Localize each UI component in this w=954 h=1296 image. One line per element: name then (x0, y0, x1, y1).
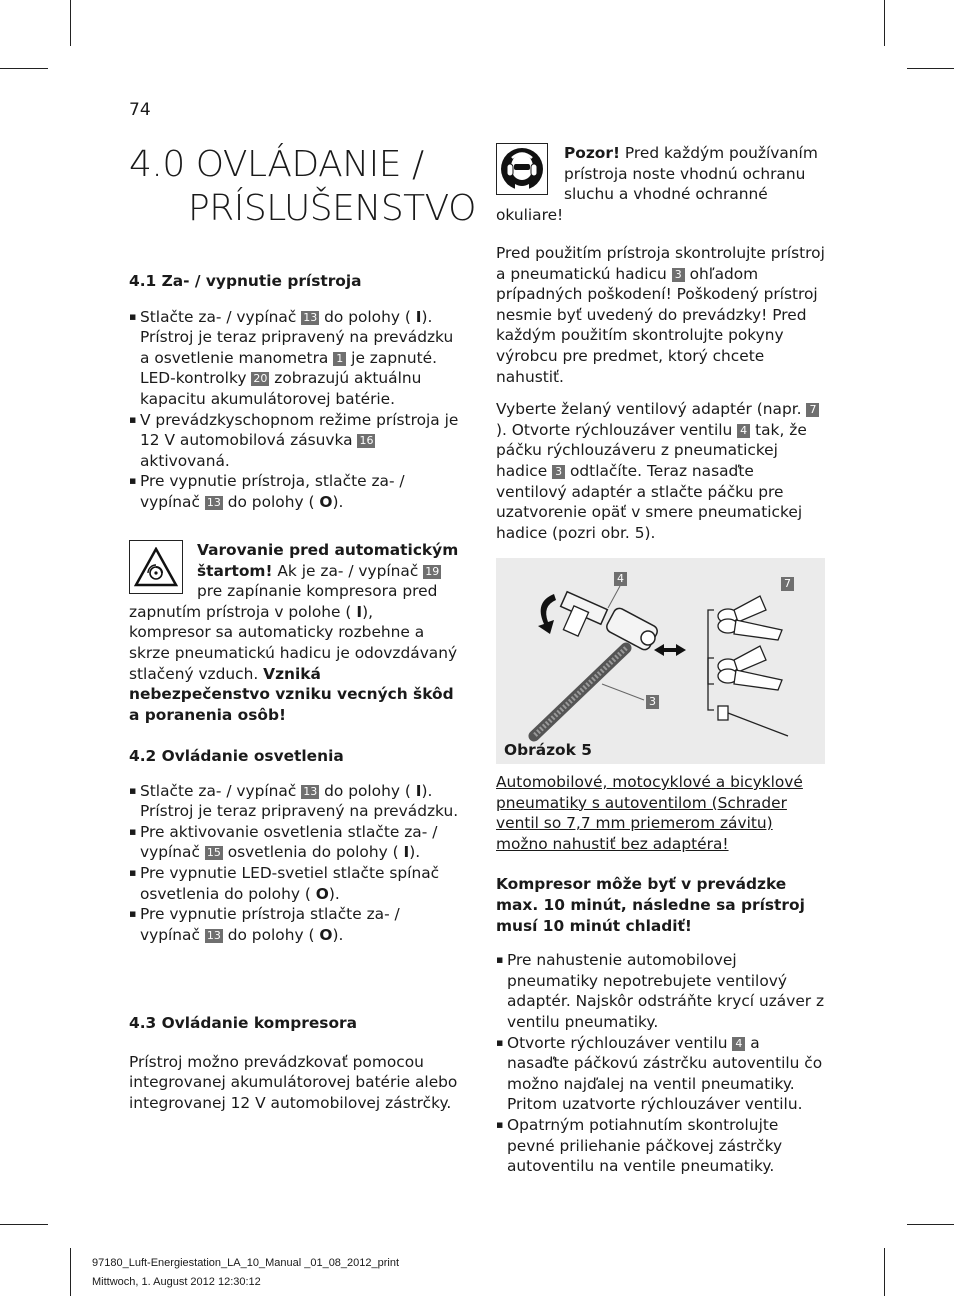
crop-mark (884, 1248, 885, 1296)
list-item (129, 410, 459, 472)
text: Pred každým používaním prístroja noste vhodnú ochranu sluchu a vhodné ochranné okuliare! (496, 144, 818, 224)
part-number-badge: 4 (732, 1037, 745, 1051)
text: ). (332, 925, 344, 944)
section-4-2-list (129, 781, 459, 946)
list-item: ▪ Opatrným potiahnutím skontrolujte pevné priliehanie páčkovej zástrčky autoventilu na ventile pneumatiky. (496, 1115, 826, 1177)
text: do polohy ( (227, 492, 315, 511)
page-title (129, 143, 476, 231)
text: Pre aktivovanie osvetlenia stlačte za- / vypínač (140, 822, 438, 862)
crop-mark (70, 0, 71, 46)
text: do polohy ( (324, 781, 411, 800)
adapter-paragraph (496, 399, 826, 543)
figure-label-3: 3 (646, 695, 659, 709)
text: Pre vypnutie prístroja, stlačte za- / vypínač (140, 472, 405, 511)
text: Pre vypnutie LED-svetiel stlačte spínač osvetlenia do polohy ( (140, 863, 440, 903)
warning-bold-text: Vzniká nebezpečenstvo vzniku vecných škôd a poranenia osôb! (129, 664, 454, 724)
section-4-3-paragraph: Prístroj možno prevádzkovať pomocou integrovanej akumulátorovej batérie alebo integrovanej 12 V automobilovej zástrčky. (129, 1052, 458, 1112)
page-number: 74 (129, 100, 151, 120)
text: ). (409, 843, 421, 862)
list-item (129, 781, 459, 822)
list-item: ▪ Pre nahustenie automobilovej pneumatiky nepotrebujete ventilový adaptér. Najskôr odstráňte krycí uzáver z ventilu pneumatiky. (496, 950, 826, 1032)
warning-bold-text: Varovanie pred automatickým štartom! (197, 541, 459, 580)
text: odtlačíte. Teraz nasaďte ventilový adaptér a stlačte páčku pre uzatvorenie opäť v smere pneumatickej hadice (pozri obr. 5). (496, 461, 803, 542)
text: Stlačte za- / vypínač (140, 307, 297, 326)
caution-bold-text: Pozor! (564, 144, 620, 162)
crop-mark (907, 68, 954, 69)
switch-symbol: I (356, 602, 363, 621)
switch-symbol: O (319, 492, 333, 511)
text: ). Prístroj je teraz pripravený na prevádzku a osvetlenie manometra (140, 307, 454, 367)
caution-icon-box (496, 143, 548, 195)
underlined-note: Automobilové, motocyklové a bicyklové pneumatiky s autoventilom (Schrader ventil so 7,7 mm priemerom závitu) možno nahustiť bez adaptéra! (496, 773, 803, 853)
switch-symbol: I (403, 843, 410, 862)
part-number-badge: 19 (425, 564, 440, 578)
text: tak, že páčku rýchlouzáveru z pneumatickej hadice (496, 420, 807, 480)
section-4-3-heading: 4.3 Ovládanie kompresora (129, 1014, 358, 1032)
crop-mark (884, 0, 885, 46)
list-item (129, 471, 459, 512)
list-item (129, 904, 459, 945)
text: pre zapínanie kompresora pred zapnutím prístroja v polohe ( (129, 582, 438, 621)
text: ). Prístroj je teraz pripravený na prevádzku. (140, 781, 459, 821)
text: ). (328, 884, 340, 903)
part-number-badge: 1 (333, 352, 346, 366)
part-number-badge: 3 (552, 465, 565, 479)
right-column-lower (496, 772, 826, 1177)
warning-triangle-icon (134, 547, 178, 587)
crop-mark (70, 1248, 71, 1296)
part-number-badge: 13 (206, 495, 221, 509)
right-bullet-list (496, 950, 826, 1177)
section-4-2 (129, 746, 459, 945)
text: Pre vypnutie prístroja stlačte za- / vypínač (140, 905, 400, 944)
text: do polohy ( (227, 925, 315, 944)
part-number-badge: 7 (806, 403, 819, 417)
text: V prevádzkyschopnom režime prístroja je 12 V automobilová zásuvka (140, 410, 459, 450)
autostart-warning (129, 540, 459, 725)
switch-symbol: I (415, 307, 422, 326)
part-number-badge: 13 (303, 310, 318, 324)
text: ohľadom prípadných poškodení! Poškodený prístroj nesmie byť uvedený do prevádzky! Pred každým použitím skontrolujte pokyny výrobcu pre predmet, ktorý chcete nahustiť. (496, 264, 818, 386)
autostart-warning-icon (129, 540, 183, 594)
figure-5 (496, 558, 825, 764)
crop-mark (0, 1224, 48, 1225)
crop-mark (0, 68, 48, 69)
check-paragraph (496, 243, 826, 387)
figure-caption: Obrázok 5 (504, 741, 592, 759)
text: Otvorte rýchlouzáver ventilu (507, 1033, 728, 1052)
figure-5-drawing (496, 558, 825, 764)
text: zobrazujú aktuálnu kapacitu akumulátorovej batérie. (140, 369, 422, 408)
right-column (496, 243, 826, 543)
text: ), kompresor sa automaticky rozbehne a skrze pneumatickú hadicu je odovzdávaný stlačený vzduch. (129, 602, 458, 683)
text: je zapnuté. LED-kontrolky (140, 348, 437, 388)
section-4-1-list (129, 307, 459, 513)
figure-label-4: 4 (614, 572, 627, 586)
part-number-badge: 20 (253, 372, 268, 386)
switch-symbol: O (319, 925, 333, 944)
crop-mark (907, 1224, 954, 1225)
list-item (129, 307, 459, 410)
ear-eye-protection-icon (500, 147, 544, 191)
footer-line-1: 97180_Luft-Energiestation_LA_10_Manual _01_08_2012_print (92, 1257, 400, 1269)
left-column (129, 271, 459, 513)
section-4-1-heading: 4.1 Za- / vypnutie prístroja (129, 272, 362, 290)
text: osvetlenia do polohy ( (227, 843, 399, 862)
text: aktivovaná. (140, 451, 230, 470)
figure-label-7: 7 (781, 577, 794, 591)
footer-line-2: Mittwoch, 1. August 2012 12:30:12 (92, 1276, 261, 1288)
list-item (496, 1033, 826, 1115)
part-number-badge: 13 (206, 928, 221, 942)
text: a nasaďte páčkovú zástrčku autoventilu čo možno najďalej na ventil pneumatiky. Pritom uzatvorte rýchlouzáver ventilu. (507, 1033, 823, 1114)
title-line-1: 4.0 OVLÁDANIE / (129, 144, 424, 185)
text: Vyberte želaný ventilový adaptér (napr. (496, 400, 802, 419)
text: do polohy ( (324, 307, 411, 326)
text: Ak je za- / vypínač (277, 561, 419, 580)
part-number-badge: 15 (206, 846, 221, 860)
part-number-badge: 4 (737, 424, 750, 438)
text: ). (332, 492, 344, 511)
part-number-badge: 13 (303, 784, 318, 798)
text: Pred použitím prístroja skontrolujte prístroj a pneumatickú hadicu (496, 244, 825, 283)
section-4-3 (129, 1013, 464, 1113)
part-number-badge: 3 (672, 268, 685, 282)
caution-notice (496, 143, 826, 225)
bold-note: Kompresor môže byť v prevádzke max. 10 minút, následne sa prístroj musí 10 minút chladiť! (496, 875, 805, 935)
part-number-badge: 16 (359, 434, 374, 448)
text: ). Otvorte rýchlouzáver ventilu (496, 420, 733, 439)
title-line-2: PRÍSLUŠENSTVO (188, 188, 477, 229)
list-item (129, 863, 459, 904)
list-item (129, 822, 459, 863)
switch-symbol: I (415, 781, 422, 800)
section-4-2-heading: 4.2 Ovládanie osvetlenia (129, 747, 344, 765)
switch-symbol: O (315, 884, 329, 903)
text: Stlačte za- / vypínač (140, 781, 297, 800)
